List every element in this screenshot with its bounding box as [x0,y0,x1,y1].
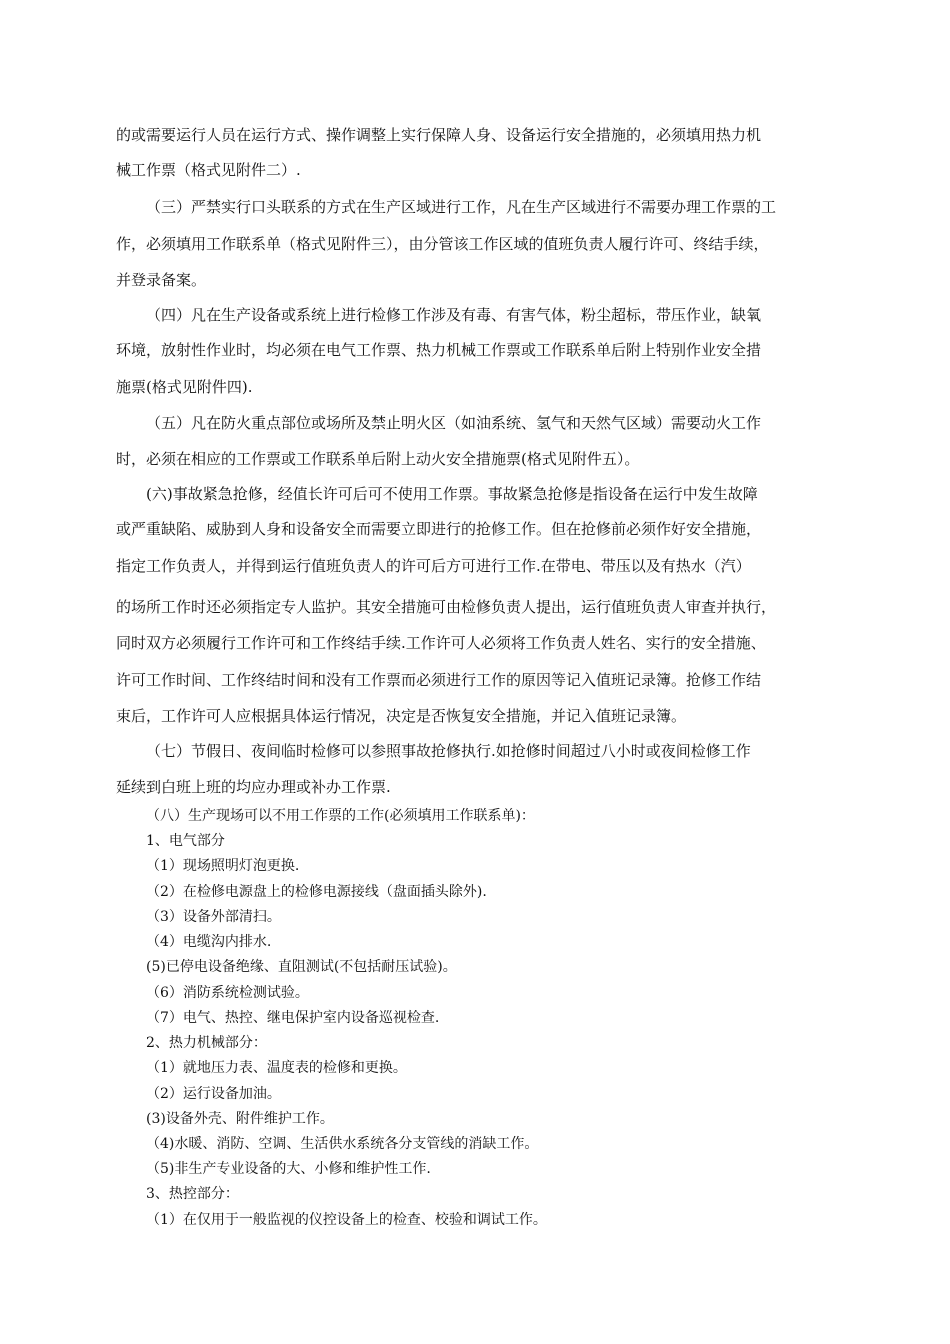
paragraph-line: 械工作票（格式见附件二）. [116,161,301,179]
list-item: (5)已停电设备绝缘、直阻测试(不包括耐压试验)。 [146,959,457,975]
paragraph-line: （七）节假日、夜间临时检修可以参照事故抢修执行.如抢修时间超过八小时或夜间检修工作 [146,742,751,760]
list-item: （八）生产现场可以不用工作票的工作(必须填用工作联系单)： [146,808,535,824]
paragraph-line: 的场所工作时还必须指定专人监护。其安全措施可由检修负责人提出，运行值班负责人审查并执行， [116,598,777,616]
list-item: (3)设备外壳、附件维护工作。 [146,1111,334,1127]
paragraph-line: 环境，放射性作业时，均必须在电气工作票、热力机械工作票或工作联系单后附上特别作业安全措 [116,341,762,359]
list-item: 1、电气部分 [146,833,225,849]
list-item: （6）消防系统检测试验。 [146,985,309,1001]
paragraph-line: 束后，工作许可人应根据具体运行情况，决定是否恢复安全措施，并记入值班记录簿。 [116,707,687,725]
paragraph-line: （四）凡在生产设备或系统上进行检修工作涉及有毒、有害气体，粉尘超标，带压作业，缺氧 [146,306,762,324]
paragraph-line: （五）凡在防火重点部位或场所及禁止明火区（如油系统、氢气和天然气区域）需要动火工作 [146,414,762,432]
list-item: （1）现场照明灯泡更换. [146,858,300,874]
paragraph-line: 时，必须在相应的工作票或工作联系单后附上动火安全措施票(格式见附件五）。 [116,450,640,468]
list-item: （4)水暖、消防、空调、生活供水系统各分支管线的消缺工作。 [146,1136,539,1152]
paragraph-line: 指定工作负责人，并得到运行值班负责人的许可后方可进行工作.在带电、带压以及有热水（汽） [116,557,751,575]
list-item: （1）就地压力表、温度表的检修和更换。 [146,1060,407,1076]
paragraph-line: (六)事故紧急抢修，经值长许可后可不使用工作票。事故紧急抢修是指设备在运行中发生故障 [146,485,758,503]
paragraph-line: 作，必须填用工作联系单（格式见附件三），由分管该工作区域的值班负责人履行许可、终结手续， [116,235,769,253]
list-item: （2）在检修电源盘上的检修电源接线（盘面插头除外). [146,884,487,900]
list-item: （7）电气、热控、继电保护室内设备巡视检查. [146,1010,440,1026]
paragraph-line: 的或需要运行人员在运行方式、操作调整上实行保障人身、设备运行安全措施的，必须填用热力机 [116,126,762,144]
paragraph-line: 并登录备案。 [116,271,207,289]
list-item: （3）设备外部清扫。 [146,909,281,925]
list-item: （4）电缆沟内排水. [146,934,272,950]
list-item: （1）在仅用于一般监视的仪控设备上的检查、校验和调试工作。 [146,1212,547,1228]
list-item: （2）运行设备加油。 [146,1086,281,1102]
paragraph-line: 同时双方必须履行工作许可和工作终结手续.工作许可人必须将工作负责人姓名、实行的安全措施、 [116,634,766,652]
paragraph-line: 延续到白班上班的均应办理或补办工作票. [116,778,391,796]
list-item: 2、热力机械部分： [146,1035,267,1051]
list-item: （5)非生产专业设备的大、小修和维护性工作. [146,1161,431,1177]
paragraph-line: （三）严禁实行口头联系的方式在生产区域进行工作，凡在生产区域进行不需要办理工作票的工 [146,198,777,216]
list-item: 3、热控部分： [146,1186,239,1202]
paragraph-line: 许可工作时间、工作终结时间和没有工作票而必须进行工作的原因等记入值班记录簿。抢修工作结 [116,671,762,689]
paragraph-line: 施票(格式见附件四). [116,378,253,396]
paragraph-line: 或严重缺陷、威胁到人身和设备安全而需要立即进行的抢修工作。但在抢修前必须作好安全措施， [116,520,762,538]
